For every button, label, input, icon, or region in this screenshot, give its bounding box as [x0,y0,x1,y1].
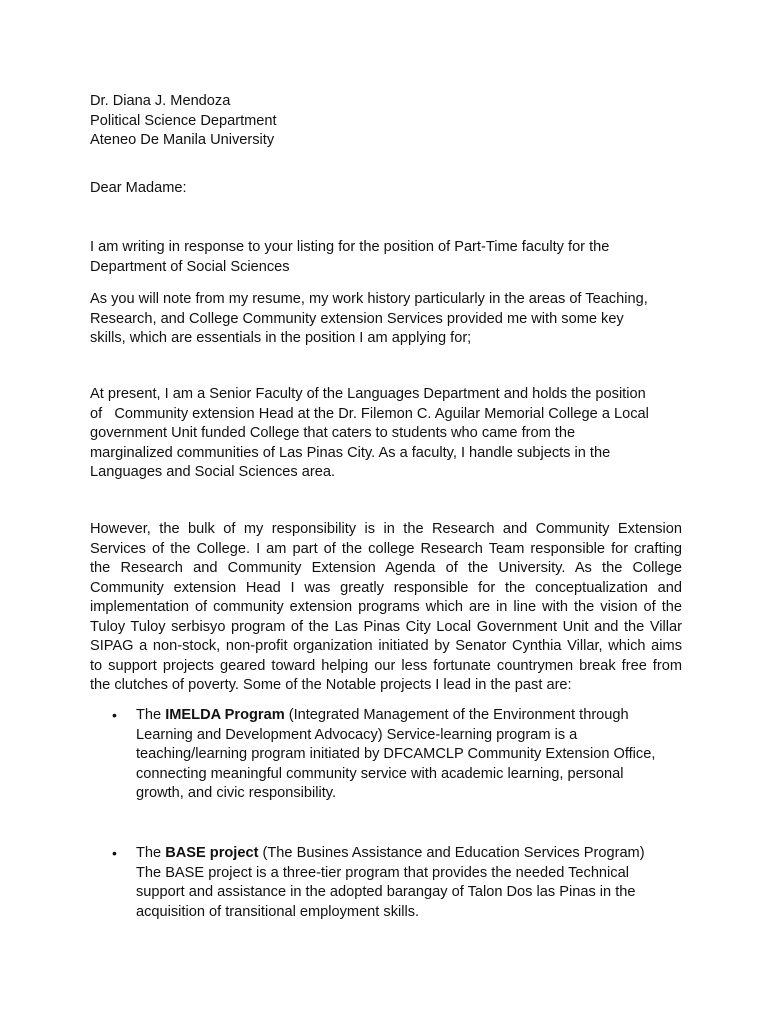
bullet-first-line-rest: (The Busines Assistance and Education Services Program) [258,845,645,861]
paragraph-line: SIPAG a non-stock, non-profit organization initiated by Senator Cynthia Villar, which aims [90,638,682,654]
salutation-text: Dear Madame: [90,180,187,196]
paragraph-line: Department of Social Sciences [90,258,290,275]
bullet-text [136,706,696,804]
bullet-text [136,844,696,922]
paragraph-intro [90,238,682,277]
bullet-first-line-rest: (Integrated Management of the Environment through [284,707,629,723]
bullet-bold-title: BASE project [165,845,259,861]
bullet-line: The BASE project is a three-tier program that provides the needed Technical [136,864,629,881]
bullet-prefix: The [136,707,166,723]
paragraph-line: Community extension Head I was greatly responsible for the conceptualization and [90,579,682,596]
bullet-line: growth, and civic responsibility. [136,785,337,801]
paragraph-present-position [90,385,682,483]
bullet-icon: • [112,707,117,723]
paragraph-line: government Unit funded College that caters to students who came from the [90,425,576,441]
recipient-address [90,92,682,151]
paragraph-resume [90,290,682,349]
paragraph-line: marginalized communities of Las Pinas City. As a faculty, I handle subjects in the [90,444,611,461]
paragraph-line: the Research and Community Extension Agenda of the University. As the College [90,560,682,576]
bullet-line: support and assistance in the adopted barangay of Talon Dos las Pinas in the [136,884,636,900]
bullet-bold-title: IMELDA Program [165,707,285,723]
paragraph-line: At present, I am a Senior Faculty of the Languages Department and holds the position [90,386,646,402]
paragraph-line: implementation of community extension programs which are in line with the vision of the [90,599,682,615]
paragraph-line: skills, which are essentials in the position I am applying for; [90,330,472,346]
bullet-prefix: The [136,845,166,861]
paragraph-line: Services of the College. I am part of the college Research Team responsible for crafting [90,540,682,557]
bullet-line: connecting meaningful community service with academic learning, personal [136,765,624,782]
bullet-icon: • [112,845,117,861]
bullet-first-line [136,844,696,864]
bullet-line: teaching/learning program initiated by DFCAMCLP Community Extension Office, [136,746,656,762]
paragraph-line: the clutches of poverty. Some of the Notable projects I lead in the past are: [90,677,572,693]
paragraph-responsibilities [90,520,682,696]
paragraph-line: Languages and Social Sciences area. [90,464,336,480]
paragraph-line: of Community extension Head at the Dr. Filemon C. Aguilar Memorial College a Local [90,405,649,422]
recipient-department: Political Science Department [90,112,277,129]
paragraph-line: I am writing in response to your listing for the position of Part-Time faculty for the [90,239,610,255]
salutation [90,179,682,199]
paragraph-line: However, the bulk of my responsibility is in the Research and Community Extension [90,521,682,537]
recipient-name: Dr. Diana J. Mendoza [90,93,231,109]
paragraph-line: to support projects geared toward helping our less fortunate countrymen break free from [90,657,682,674]
bullet-line: acquisition of transitional employment skills. [136,903,420,920]
paragraph-line: Research, and College Community extension Services provided me with some key [90,310,624,327]
bullet-first-line [136,706,696,726]
bullet-line: Learning and Development Advocacy) Service-learning program is a [136,726,578,743]
paragraph-line: As you will note from my resume, my work history particularly in the areas of Teaching, [90,291,648,307]
recipient-university: Ateneo De Manila University [90,132,275,148]
paragraph-line: Tuloy Tuloy serbisyo program of the Las Pinas City Local Government Unit and the Villar [90,618,682,635]
